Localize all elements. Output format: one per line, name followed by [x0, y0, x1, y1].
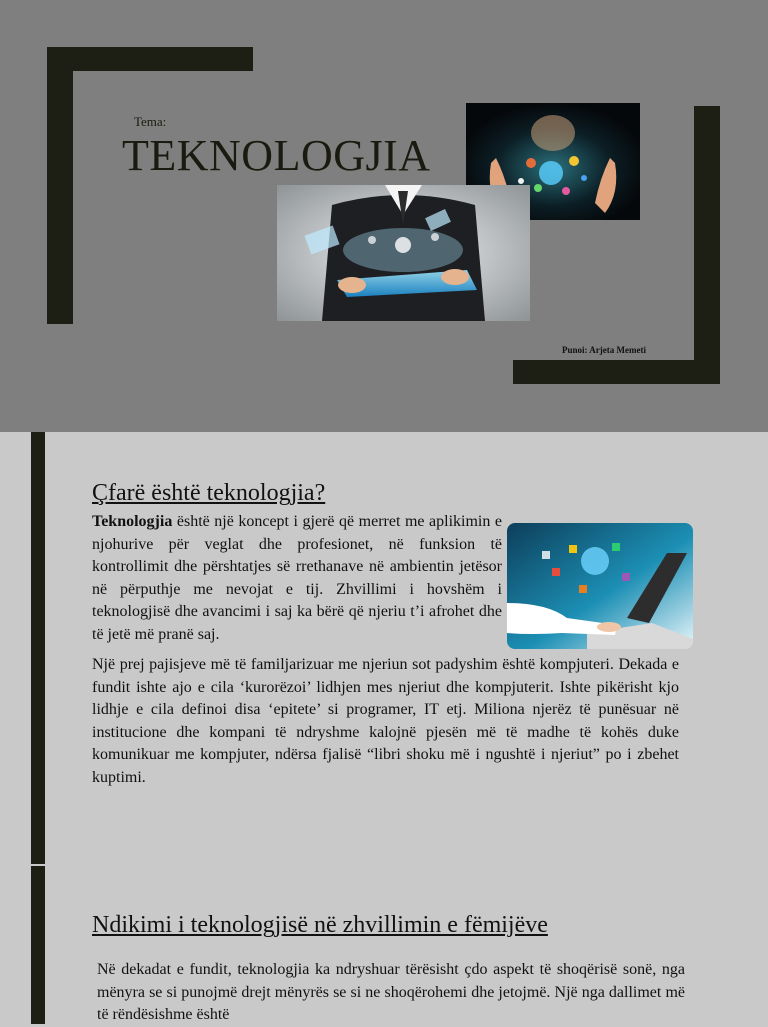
frame-bracket-top-left-vertical	[47, 47, 73, 324]
content-slide	[0, 432, 768, 1024]
section-heading-what-is-technology: Çfarë është teknologjia?	[92, 480, 326, 506]
children-paragraph: Në dekadat e fundit, teknologjia ka ndryshuar tërësisht çdo aspekt të shoqërisë sonë, nga mënyra se si punojmë drejt mënyrës se si ne shoqërohemi dhe jetojmë. Një nga dallimet më të rëndësishme është	[97, 961, 685, 1024]
page-title: TEKNOLOGJIA	[122, 131, 431, 180]
title-slide	[0, 0, 768, 432]
businessman-tablet-image	[277, 185, 530, 321]
laptop-hands-image	[507, 523, 693, 649]
left-accent-bar	[31, 432, 45, 866]
intro-paragraph	[92, 511, 502, 647]
section-heading-children-development: Ndikimi i teknologjisë në zhvillimin e fëmijëve	[92, 912, 548, 938]
intro-bold-term: Teknologjia	[92, 513, 173, 530]
topic-label: Tema:	[134, 114, 167, 129]
frame-bracket-top-left-horizontal	[47, 47, 253, 71]
frame-bracket-bottom-right-vertical	[694, 106, 720, 384]
author-credit: Punoi: Arjeta Memeti	[562, 345, 646, 355]
intro-text: është një koncept i gjerë që merret me aplikimin e njohurive për veglat dhe profesionet, në funksion të kontrollimit dhe përshtatjes së rrethanave në ambientin jetësor në përputhje me nevojat e tij. Zhvillimi i hovshëm i teknologjisë dhe avancimi i saj ka bërë që njeriu t’i afrohet dhe të jetë më pranë saj.	[92, 513, 502, 643]
left-accent-bar-lower	[31, 866, 45, 1024]
frame-bracket-bottom-right-horizontal	[513, 360, 720, 384]
computer-paragraph: Një prej pajisjeve më të familjarizuar me njeriun sot padyshim është kompjuteri. Dekada e fundit ishte ajo e cila ‘kurorëzoi’ lidhjen mes njeriut dhe kompjuterit. Ishte pikërisht kjo lidhje e cila definoi disa ‘epitete’ si programer, IT etj. Miliona njerëz të punësuar në institucione dhe kompani të ndryshme kalojnë pjesën më të madhe të kohës duke komunikuar me kompjuter, ndërsa fjalisë “libri shoku më i ngushtë i njeriut” po i zbehet kuptimi.	[92, 656, 679, 786]
